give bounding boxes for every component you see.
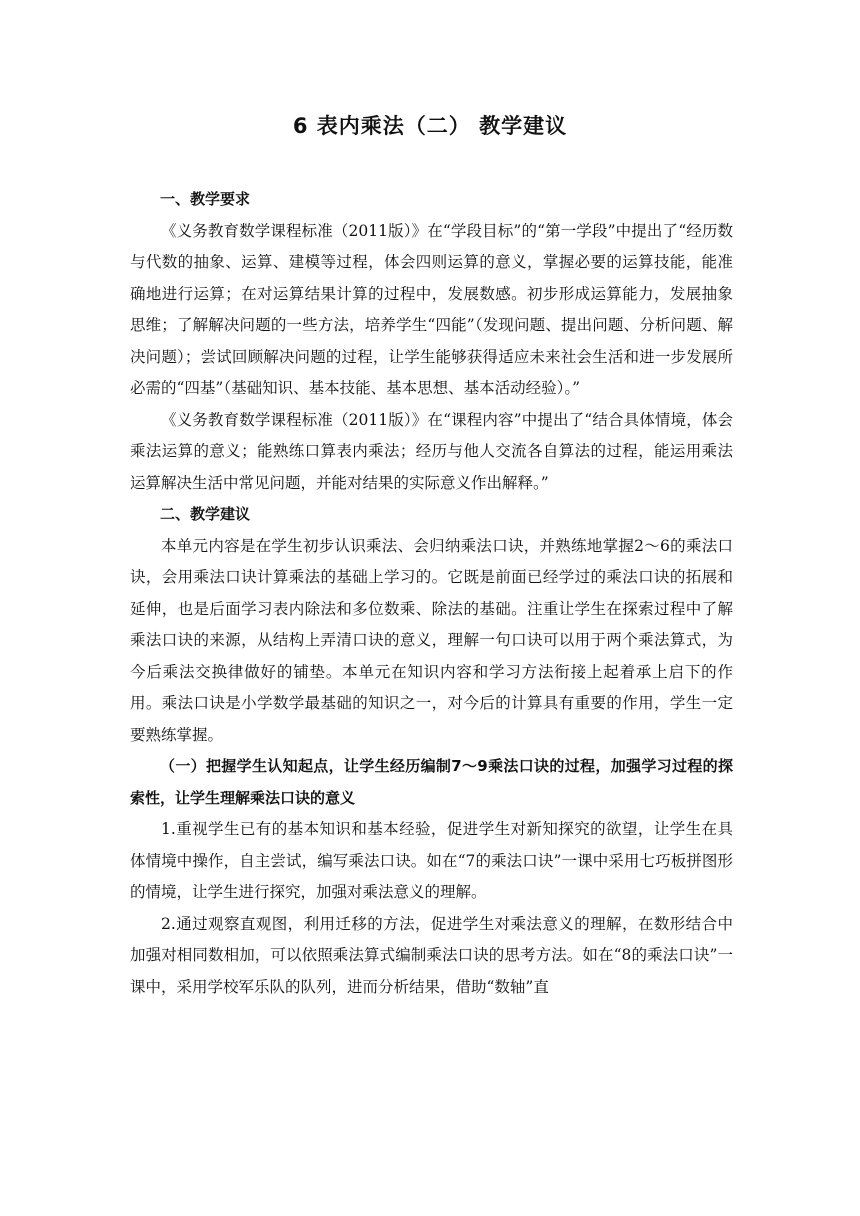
- paragraph-unit-overview: 本单元内容是在学生初步认识乘法、会归纳乘法口诀，并熟练地掌握2～6的乘法口诀，会用乘法口诀计算乘法的基础上学习的。它既是前面已经学过的乘法口诀的拓展和延伸，也是后面学习表内除法和多位数乘、除法的基础。注重让学生在探索过程中了解乘法口诀的来源，从结构上弄清口诀的意义，理解一句口诀可以用于两个乘法算式，为今后乘法交换律做好的铺垫。本单元在知识内容和学习方法衔接上起着承上启下的作用。乘法口诀是小学数学最基础的知识之一，对今后的计算具有重要的作用，学生一定要熟练掌握。: [130, 536, 733, 744]
- paragraph-standard-goals: 《义务教育数学课程标准（2011版）》在“学段目标”的“第一学段”中提出了“经历数与代数的抽象、运算、建模等过程，体会四则运算的意义，掌握必要的运算技能，能准确地进行运算；在对运算结果计算的过程中，发展数感。初步形成运算能力，发展抽象思维；了解解决问题的一些方法，培养学生“四能”（发现问题、提出问题、分析问题、解决问题）；尝试回顾解决问题的过程，让学生能够获得适应未来社会生活和进一步发展所必需的“四基”（基础知识、基本技能、基本思想、基本活动经验）。”: [130, 221, 733, 397]
- list-item-2: 2.通过观察直观图，利用迁移的方法，促进学生对乘法意义的理解，在数形结合中加强对相同数相加，可以依照乘法算式编制乘法口诀的思考方法。如在“8的乘法口诀”一课中，采用学校军乐队的队列，进而分析结果，借助“数轴”直: [130, 914, 733, 996]
- section-heading-requirements: 一、教学要求: [160, 190, 251, 208]
- list-item-1: 1.重视学生已有的基本知识和基本经验，促进学生对新知探究的欲望，让学生在具体情境中操作，自主尝试，编写乘法口诀。如在“7的乘法口诀”一课中采用七巧板拼图形的情境，让学生进行探究，加强对乘法意义的理解。: [130, 820, 733, 901]
- subsection-heading-1: （一）把握学生认知起点，让学生经历编制7～9乘法口诀的过程，加强学习过程的探索性，让学生理解乘法口诀的意义: [130, 757, 733, 807]
- section-heading-suggestions: 二、教学建议: [160, 505, 251, 523]
- page-title: 6 表内乘法（二） 教学建议: [292, 114, 568, 138]
- document-body: [130, 184, 733, 1003]
- paragraph-standard-content: 《义务教育数学课程标准（2011版）》在“课程内容”中提出了“结合具体情境，体会乘法运算的意义；能熟练口算表内乘法；经历与他人交流各自算法的过程，能运用乘法运算解决生活中常见问题，并能对结果的实际意义作出解释。”: [130, 410, 733, 492]
